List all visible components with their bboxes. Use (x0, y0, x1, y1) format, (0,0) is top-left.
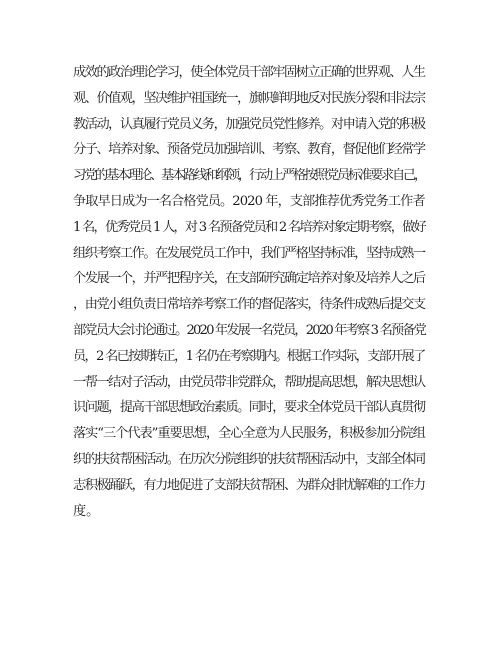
text-line: 组织考察工作。在发展党员工作中，我们严格坚持标准，坚持成熟一 (73, 245, 425, 261)
text-line: 度。 (73, 503, 100, 519)
text-line: 织的扶贫帮困活动。在历次分院组织的扶贫帮困活动中，支部全体同 (73, 451, 425, 467)
text-line: 落实“三个代表”重要思想，全心全意为人民服务，积极参加分院组 (73, 426, 425, 442)
text-line: 部党员大会讨论通过。2020 年发展一名党员，2020 年考察 3 名预备党 (73, 322, 425, 338)
text-line: 一帮一结对子活动，由党员带非党群众，帮助提高思想，解决思想认 (73, 374, 425, 390)
text-line: 习党的基本理论、基本路线和纲领，行动上严格按照党员标准要求自己， (73, 168, 425, 184)
text-line: 识问题，提高干部思想政治素质。同时，要求全体党员干部认真贯彻 (73, 400, 425, 416)
text-line: 成效的政治理论学习，使全体党员干部牢固树立正确的世界观、人生 (73, 65, 425, 80)
text-line: 争取早日成为一名合格党员。2020 年，支部推荐优秀党务工作者 (73, 193, 425, 209)
text-line: 员，2 名已按期转正，1 名仍在考察期内。根据工作实际，支部开展了 (73, 348, 425, 364)
text-line: 教活动，认真履行党员义务，加强党员党性修养。对申请入党的积极 (73, 116, 425, 132)
text-line: 1 名，优秀党员 1 人，对 3 名预备党员和 2 名培养对象定期考察，做好 (73, 219, 425, 235)
text-line: ，由党小组负责日常培养考察工作的督促落实，待条件成熟后提交支 (73, 297, 425, 313)
text-line: 分子、培养对象、预备党员加强培训、考察、教育，督促他们经常学 (73, 142, 425, 158)
body-paragraph (73, 60, 425, 524)
text-line: 个发展一个，并严把程序关，在支部研究确定培养对象及培养人之后 (73, 271, 425, 287)
text-line: 志积极踊跃，有力地促进了支部扶贫帮困、为群众排忧解难的工作力 (73, 477, 425, 493)
text-line: 观、价值观，坚决维护祖国统一，旗帜鲜明地反对民族分裂和非法宗 (73, 90, 425, 106)
